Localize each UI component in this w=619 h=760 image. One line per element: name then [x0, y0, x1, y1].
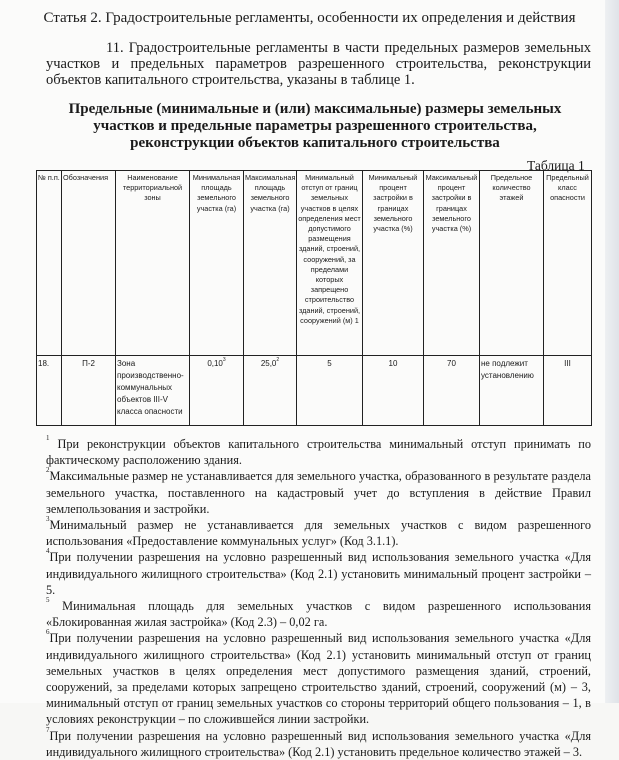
footnote-text: При получении разрешения на условно разрешенный вид использования земельного участка «Для индивидуального жилищного строительства» (Код 2.1) установить предельное количество этажей – 3.: [46, 728, 591, 759]
footnote-text: При получении разрешения на условно разрешенный вид использования земельного участка «Для индивидуального жилищного строительства» (Код 2.1) установить минимальный процент застройки – 5.: [46, 550, 591, 597]
cell-max-percent: 70: [424, 356, 480, 426]
header-min-percent: Минимальный процент застройки в границах земельного участка (%): [363, 171, 424, 356]
footnote-number: 5: [46, 596, 50, 605]
footnote-text: Максимальные размер не устанавливается для земельного участка, образованного в результате раздела земельного участка, поставленного на кадастровый учет до вступления в действие Правил землепользования и застройки.: [46, 469, 591, 516]
cell-floors: не подлежит установлению: [480, 356, 544, 426]
cell-zone: Зона производственно-коммунальных объектов III-V класса опасности: [116, 356, 190, 426]
footnote: [46, 549, 591, 598]
header-min-setback: Минимальный отступ от границ земельных участков в целях определения мест допустимого размещения зданий, строений, сооружений, за пределами которых запрещено строительство зданий, строений, сооружений (м) 1: [297, 171, 363, 356]
regulations-table: [36, 170, 592, 426]
cell-max-area: [244, 356, 297, 426]
max-area-value: 25,0: [260, 359, 277, 368]
footnote: [46, 436, 591, 468]
page-edge: [605, 0, 619, 703]
intro-paragraph: [46, 40, 591, 88]
footnote: [46, 725, 591, 760]
footnote-text: Минимальный размер не устанавливается для земельных участков с видом разрешенного использования «Предоставление коммунальных услуг» (Код 3.1.1).: [46, 518, 591, 549]
footnote-number: 2: [46, 466, 50, 475]
table-row: [37, 356, 592, 426]
header-floors: Предельное количество этажей: [480, 171, 544, 356]
cell-hazard-class: III: [544, 356, 592, 426]
header-min-area: Минимальная площадь земельного участка (га): [190, 171, 244, 356]
footnote: [46, 468, 591, 517]
table-label: Таблица 1: [527, 158, 585, 173]
header-code: Обозначения: [62, 171, 116, 356]
intro-text: 11. Градостроительные регламенты в части предельных размеров земельных участков и предельных параметров разрешенного строительства, реконструкции объектов капитального строительства, указаны в таблице 1.: [46, 40, 591, 88]
footnote-number: 7: [46, 725, 50, 734]
footnote-number: 3: [46, 515, 50, 524]
cell-code: П-2: [62, 356, 116, 426]
footnote: [46, 517, 591, 549]
table-header-row: [37, 171, 592, 356]
header-hazard-class: Предельный класс опасности: [544, 171, 592, 356]
cell-min-percent: 10: [363, 356, 424, 426]
footnote-number: 4: [46, 547, 50, 556]
article-title: Статья 2. Градостроительные регламенты, особенности их определения и действия: [43, 10, 576, 26]
header-zone: Наименование территориальной зоны: [116, 171, 190, 356]
footnote-ref: 3: [222, 357, 226, 363]
footnote: [46, 598, 591, 630]
footnote-number: 1: [46, 434, 50, 442]
min-area-value: 0,10: [207, 359, 223, 368]
cell-num: 18.: [37, 356, 62, 426]
footnote-text: При получении разрешения на условно разрешенный вид использования земельного участка «Для индивидуального жилищного строительства» (Код 2.1) установить минимальный отступ от границ земельных участков в целях определения мест допустимого размещения зданий, строений, сооружений, за пределами которых запрещено строительство зданий, строений, сооружений (м) – 3, минимальный отступ от границ земельных участков со стороны территорий общего пользования – 1, в условиях реконструкции – по сложившейся линии застройки.: [46, 631, 591, 727]
cell-min-area: [190, 356, 244, 426]
header-max-area: Максимальная площадь земельного участка (га): [244, 171, 297, 356]
footnotes: [46, 436, 591, 760]
footnote-ref: 2: [276, 357, 280, 363]
footnote-number: 6: [46, 628, 50, 637]
footnote: [46, 630, 591, 727]
footnote-text: Минимальная площадь для земельных участков с видом разрешенного использования «Блокированная жилая застройка» (Код 2.3) – 0,02 га.: [46, 599, 591, 630]
cell-min-setback: 5: [297, 356, 363, 426]
table-title: Предельные (минимальные и (или) максимальные) размеры земельных участков и предельные параметры разрешенного строительства, реконструкции объектов капитального строительства: [68, 101, 562, 151]
header-num: № п.п.: [37, 171, 62, 356]
footnote-text: При реконструкции объектов капитального строительства минимальный отступ принимать по фактическому расположению здания.: [46, 437, 591, 468]
header-max-percent: Максимальный процент застройки в границах земельного участка (%): [424, 171, 480, 356]
